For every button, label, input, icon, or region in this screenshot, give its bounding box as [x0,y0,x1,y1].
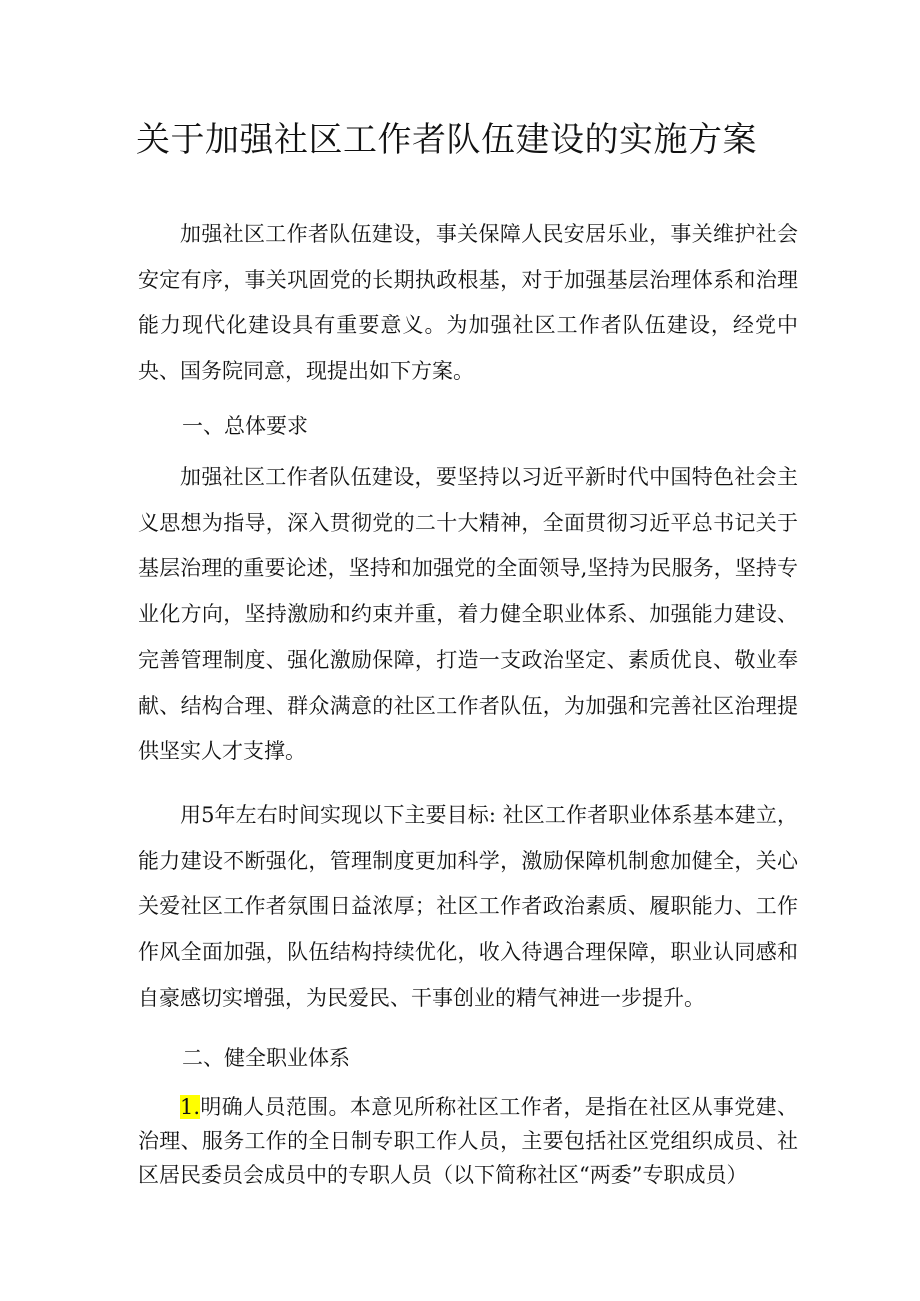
item-1-paragraph [138,1090,798,1192]
intro-paragraph: 加强社区工作者队伍建设，事关保障人民安居乐业，事关维护社会安定有序，事关巩固党的长期执政根基，对于加强基层治理体系和治理能力现代化建设具有重要意义。为加强社区工作者队伍建设，经党中央、国务院同意，现提出如下方案。 [138,222,798,384]
item-1-text: 明确人员范围。本意见所称社区工作者，是指在社区从事党建、治理、服务工作的全日制专职工作人员，主要包括社区党组织成员、社区居民委员会成员中的专职人员（以下简称社区“两委”专职成员） [138,1095,798,1187]
document-title: 关于加强社区工作者队伍建设的实施方案 [136,120,757,160]
goals-paragraph: 用5年左右时间实现以下主要目标: 社区工作者职业体系基本建立，能力建设不断强化，管理制度更加科学，激励保障机制愈加健全，关心关爱社区工作者氛围日益浓厚；社区工作者政治素质、履职能力、工作作风全面加强，队伍结构持续优化，收入待遇合理保障，职业认同感和自豪感切实增强，为民爱民、干事创业的精气神进一步提升。 [138,803,798,1010]
section-heading-career-system: 二、健全职业体系 [182,1046,350,1070]
section-heading-overall-requirements: 一、总体要求 [182,414,308,438]
item-1-marker-highlight: 1. [180,1095,201,1119]
requirements-paragraph: 加强社区工作者队伍建设，要坚持以习近平新时代中国特色社会主义思想为指导，深入贯彻党的二十大精神，全面贯彻习近平总书记关于基层治理的重要论述，坚持和加强党的全面领导,坚持为民服务，坚持专业化方向，坚持激励和约束并重，着力健全职业体系、加强能力建设、完善管理制度、强化激励保障，打造一支政治坚定、素质优良、敬业奉献、结构合理、群众满意的社区工作者队伍，为加强和完善社区治理提供坚实人才支撑。 [138,465,798,764]
